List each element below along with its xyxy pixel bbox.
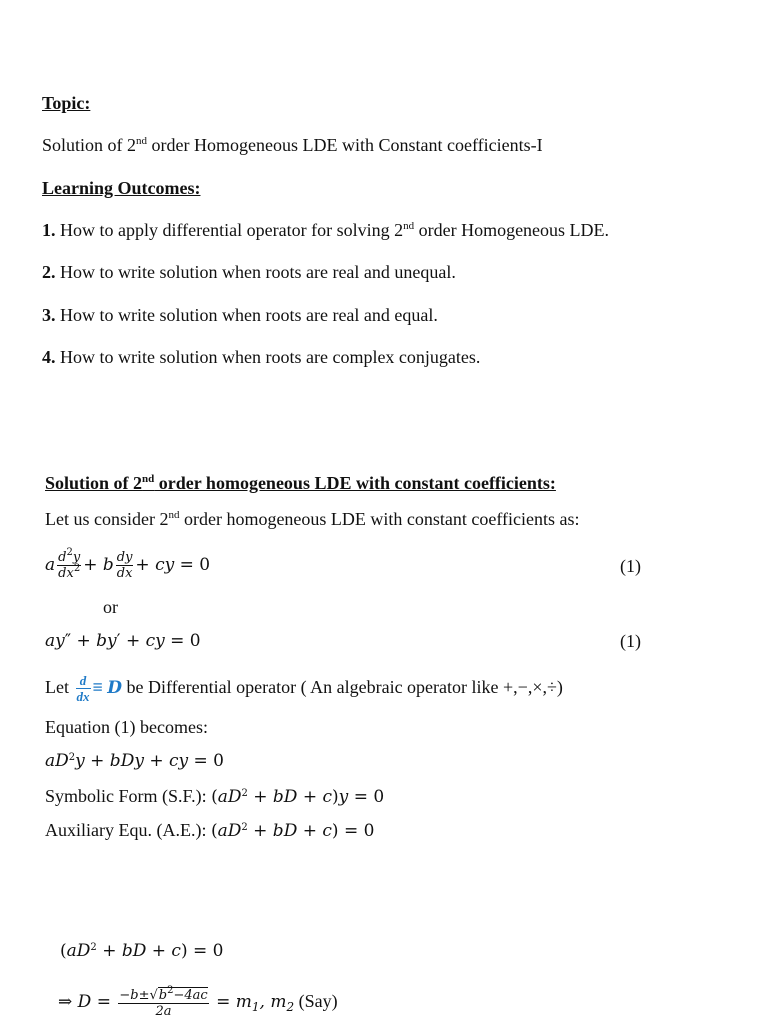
outcome-item-2 bbox=[42, 261, 456, 283]
section-heading bbox=[45, 472, 556, 494]
outcome-item-3 bbox=[42, 304, 438, 326]
equation-2-number: (1) bbox=[620, 631, 641, 651]
outcome-text-post: order Homogeneous LDE. bbox=[414, 220, 610, 240]
outcome-item-4 bbox=[42, 346, 480, 368]
topic-title-pre: Solution of 2 bbox=[42, 135, 137, 155]
section-heading-pre: Solution of 2 bbox=[45, 473, 143, 493]
operator-symbol: D bbox=[107, 678, 123, 698]
outcome-number: 2. bbox=[42, 262, 56, 282]
topic-title-post: order Homogeneous LDE with Constant coefficients-I bbox=[147, 135, 543, 155]
outcome-number: 4. bbox=[42, 347, 56, 367]
auxiliary-equation-label: Auxiliary Equ. (A.E.): bbox=[45, 820, 211, 840]
operator-description: be Differential operator ( An algebraic operator like +,−,×,÷) bbox=[122, 677, 563, 697]
outcomes-heading bbox=[42, 177, 200, 199]
section-heading-sup: nd bbox=[142, 473, 155, 485]
quadratic-formula-fraction: $\frac{-b\pm√b^2-4ac}{2a}$ bbox=[119, 984, 208, 1019]
equiv-symbol: ≡ bbox=[92, 677, 103, 697]
topic-title bbox=[42, 134, 543, 156]
roots-equation: ⇒ D = $\frac{-b\pm√b^2-4ac}{2a}$ = $m_1$, $m_2$ (Say) bbox=[58, 984, 338, 1019]
auxiliary-equation bbox=[45, 819, 374, 842]
section-intro bbox=[45, 508, 580, 530]
equation-operator-form: $aD^2y$ + bDy + cy = 0 bbox=[45, 751, 224, 771]
auxiliary-equation-expression: ($aD^2$ + bD + c) = 0 bbox=[210, 821, 375, 841]
section-intro-pre: Let us consider 2 bbox=[45, 509, 169, 529]
let-text: Let bbox=[45, 677, 69, 697]
topic-heading-text: Topic: bbox=[42, 93, 91, 113]
fraction-d-dx: $\frac{d}{dx}$ bbox=[76, 673, 90, 705]
say-text: (Say) bbox=[294, 991, 338, 1011]
section-heading-post: order homogeneous LDE with constant coefficients: bbox=[154, 473, 556, 493]
operator-definition bbox=[45, 668, 563, 707]
section-intro-sup: nd bbox=[168, 509, 180, 521]
outcome-sup: nd bbox=[403, 220, 415, 232]
symbolic-form bbox=[45, 785, 384, 808]
section-intro-post: order homogeneous LDE with constant coefficients as: bbox=[179, 509, 580, 529]
symbolic-form-label: Symbolic Form (S.F.): bbox=[45, 786, 212, 806]
outcomes-heading-text: Learning Outcomes: bbox=[42, 178, 201, 198]
topic-title-sup: nd bbox=[136, 135, 148, 147]
outcome-text: How to write solution when roots are real and unequal. bbox=[55, 262, 456, 282]
equation-becomes: Equation (1) becomes: bbox=[45, 717, 208, 737]
equation-2: ay″ + by′ + cy = 0 bbox=[45, 631, 201, 651]
outcome-text: How to apply differential operator for solving 2 bbox=[55, 220, 404, 240]
outcome-text: How to write solution when roots are real and equal. bbox=[55, 305, 438, 325]
fraction-d2y-dx2: $\frac{d^2y}{dx^2}$ bbox=[58, 547, 81, 581]
characteristic-equation: ($aD^2$ + bD + c) = 0 bbox=[60, 941, 224, 961]
outcome-number: 1. bbox=[42, 220, 56, 240]
equation-1: a $\frac{d^2y}{dx^2}$ + b $\frac{dy}{dx}$ + cy = 0 bbox=[45, 547, 211, 581]
outcome-item-1 bbox=[42, 219, 609, 241]
or-text: or bbox=[103, 597, 118, 617]
outcome-number: 3. bbox=[42, 305, 56, 325]
equation-1-number: (1) bbox=[620, 556, 641, 576]
fraction-dy-dx: $\frac{dy}{dx}$ bbox=[116, 550, 133, 581]
outcome-text: How to write solution when roots are complex conjugates. bbox=[55, 347, 481, 367]
symbolic-form-equation: ($aD^2$ + bD + c)y = 0 bbox=[211, 787, 385, 807]
topic-heading bbox=[42, 92, 90, 114]
